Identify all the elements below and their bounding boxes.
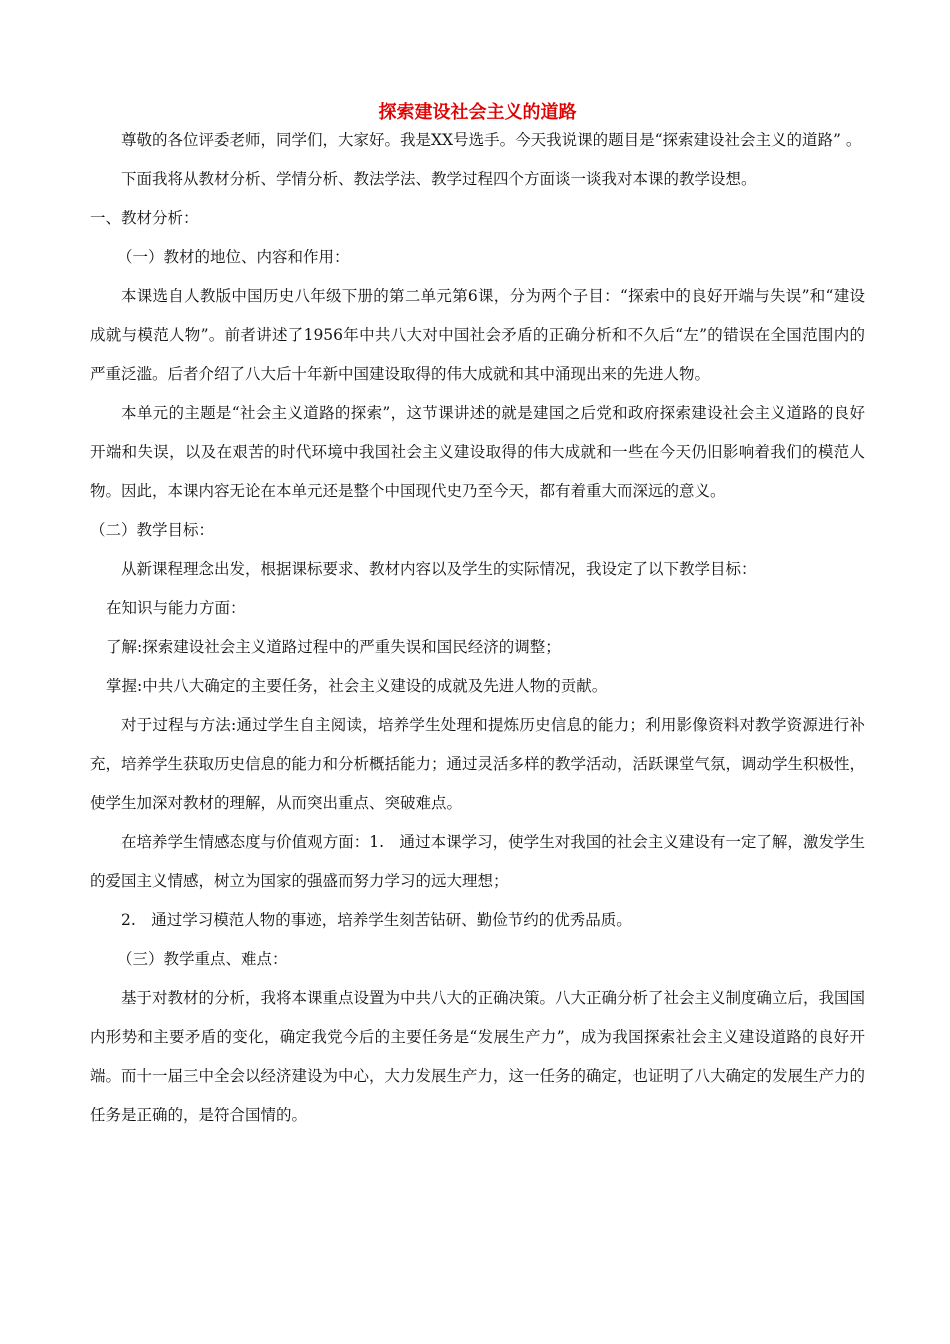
paragraph-key-point-detail: 基于对教材的分析，我将本课重点设置为中共八大的正确决策。八大正确分析了社会主义制度确立后，我国国内形势和主要矛盾的变化，确定我党今后的主要任务是“发展生产力”，成为我国探索社会主义建设道路的良好开端。而十一届三中全会以经济建设为中心，大力发展生产力，这一任务的确定，也证明了八大确定的发展生产力的任务是正确的，是符合国情的。 bbox=[90, 989, 866, 1124]
paragraph-lesson-source: 本课选自人教版中国历史八年级下册的第二单元第6课，分为两个子目：“探索中的良好开端与失误”和“建设成就与模范人物”。前者讲述了1956年中共八大对中国社会矛盾的正确分析和不久后“左”的错误在全国范围内的严重泛滥。后者介绍了八大后十年新中国建设取得的伟大成就和其中涌现出来的先进人物。 bbox=[90, 287, 865, 383]
paragraph-overview: 下面我将从教材分析、学情分析、教法学法、教学过程四个方面谈一谈我对本课的教学设想。 bbox=[121, 170, 757, 188]
section-heading-textbook-analysis: 一、教材分析： bbox=[90, 209, 199, 227]
subsection-heading-status-content: （一）教材的地位、内容和作用： bbox=[117, 248, 350, 266]
paragraph-master: 掌握:中共八大确定的主要任务，社会主义建设的成就及先进人物的贡献。 bbox=[106, 677, 608, 695]
paragraph-unit-theme: 本单元的主题是“社会主义道路的探索”，这节课讲述的就是建国之后党和政府探索建设社会主义道路的良好开端和失误，以及在艰苦的时代环境中我国社会主义建设取得的伟大成就和一些在今天仍旧影响着我们的模范人物。因此，本课内容无论在本单元还是整个中国现代史乃至今天，都有着重大而深远的意义。 bbox=[90, 404, 865, 500]
paragraph-emotion-point-2: 2. 通过学习模范人物的事迹，培养学生刻苦钻研、勤俭节约的优秀品质。 bbox=[121, 911, 632, 929]
paragraph-emotion-values: 在培养学生情感态度与价值观方面：1. 通过本课学习，使学生对我国的社会主义建设有一定了解，激发学生的爱国主义情感，树立为国家的强盛而努力学习的远大理想； bbox=[90, 833, 865, 890]
subsection-heading-key-points: （三）教学重点、难点： bbox=[117, 950, 288, 968]
paragraph-goal-setting: 从新课程理念出发，根据课标要求、教材内容以及学生的实际情况，我设定了以下教学目标： bbox=[121, 560, 757, 578]
document-title: 探索建设社会主义的道路 bbox=[378, 102, 577, 123]
paragraph-process-method: 对于过程与方法:通过学生自主阅读，培养学生处理和提炼历史信息的能力；利用影像资料对教学资源进行补充，培养学生获取历史信息的能力和分析概括能力；通过灵活多样的教学活动，活跃课堂气氛，调动学生积极性，使学生加深对教材的理解，从而突出重点、突破难点。 bbox=[90, 716, 866, 812]
paragraph-knowledge-ability: 在知识与能力方面： bbox=[106, 599, 246, 617]
document-body bbox=[90, 121, 865, 1135]
subsection-heading-teaching-goals: （二）教学目标： bbox=[90, 521, 215, 539]
paragraph-understand: 了解:探索建设社会主义道路过程中的严重失误和国民经济的调整； bbox=[106, 638, 561, 656]
paragraph-greeting: 尊敬的各位评委老师，同学们，大家好。我是XX号选手。今天我说课的题目是“探索建设社会主义的道路” 。 bbox=[121, 131, 862, 149]
